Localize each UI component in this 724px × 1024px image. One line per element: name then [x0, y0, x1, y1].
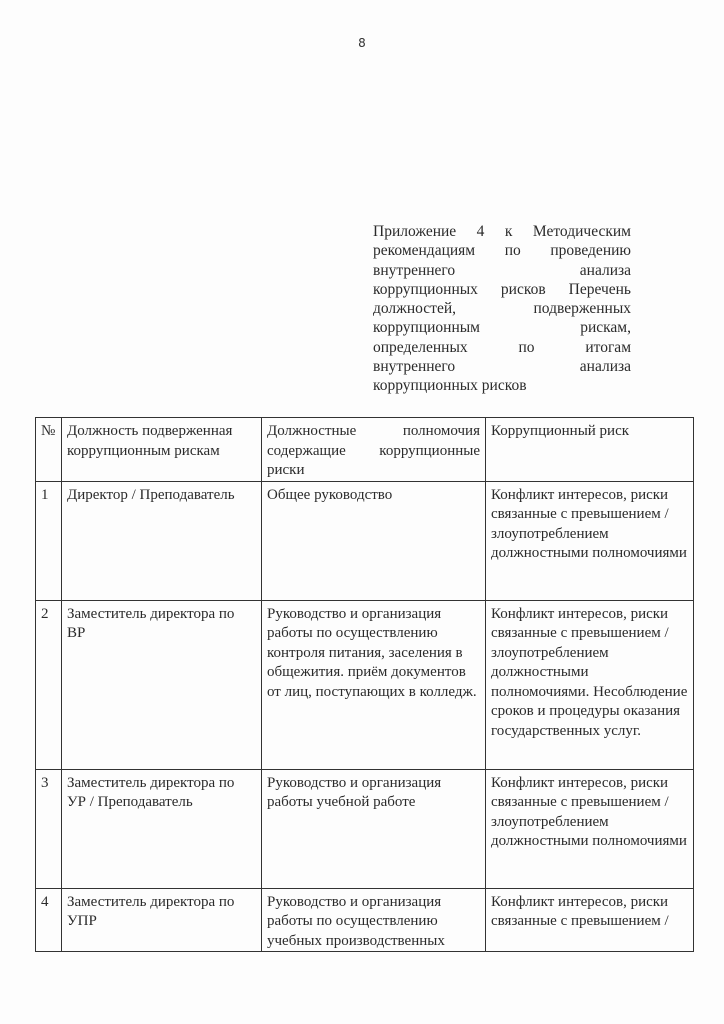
- cell-number: 1: [36, 481, 62, 600]
- annex-line: коррупционным рискам,: [373, 319, 631, 337]
- cell-powers: Руководство и организация работы по осуществлению учебных производственных: [262, 888, 486, 952]
- cell-powers: Руководство и организация работы учебной работе: [262, 769, 486, 888]
- cell-risk: Конфликт интересов, риски связанные с превышением / злоупотреблением должностными полномочиями: [486, 481, 694, 600]
- cell-risk: Конфликт интересов, риски связанные с превышением / злоупотреблением должностными полномочиями. Несоблюдение сроков и процедуры оказания государственных услуг.: [486, 600, 694, 769]
- annex-line: определенных по итогам: [373, 338, 631, 356]
- cell-number: 4: [36, 888, 62, 952]
- cell-position: Заместитель директора по УР / Преподаватель: [62, 769, 262, 888]
- table-header-row: [36, 418, 694, 482]
- cell-position: Директор / Преподаватель: [62, 481, 262, 600]
- annex-line: внутреннего анализа: [373, 261, 631, 279]
- cell-number: 3: [36, 769, 62, 888]
- cell-risk: Конфликт интересов, риски связанные с превышением /: [486, 888, 694, 952]
- table-row: [36, 600, 694, 769]
- table-row: [36, 888, 694, 952]
- cell-risk: Конфликт интересов, риски связанные с превышением / злоупотреблением должностными полномочиями: [486, 769, 694, 888]
- annex-line: рекомендациям по проведению: [373, 242, 631, 260]
- annex-line: коррупционных рисков: [373, 377, 527, 395]
- annex-caption: [373, 222, 631, 396]
- header-risk: Коррупционный риск: [486, 418, 694, 482]
- annex-line: коррупционных рисков Перечень: [373, 280, 631, 298]
- cell-position: Заместитель директора по ВР: [62, 600, 262, 769]
- cell-powers: Руководство и организация работы по осуществлению контроля питания, заселения в общежития. приём документов от лиц, поступающих в колледж.: [262, 600, 486, 769]
- risk-table: [35, 417, 694, 952]
- table-row: [36, 769, 694, 888]
- cell-position: Заместитель директора по УПР: [62, 888, 262, 952]
- cell-powers: Общее руководство: [262, 481, 486, 600]
- header-powers: Должностные полномочия содержащие коррупционные риски: [262, 418, 486, 482]
- header-number: №: [36, 418, 62, 482]
- header-position: Должность подверженная коррупционным рискам: [62, 418, 262, 482]
- annex-line: должностей, подверженных: [373, 300, 631, 318]
- page-number: 8: [358, 36, 366, 50]
- cell-number: 2: [36, 600, 62, 769]
- table-row: [36, 481, 694, 600]
- annex-line: внутреннего анализа: [373, 358, 631, 376]
- annex-line: Приложение 4 к Методическим: [373, 223, 631, 240]
